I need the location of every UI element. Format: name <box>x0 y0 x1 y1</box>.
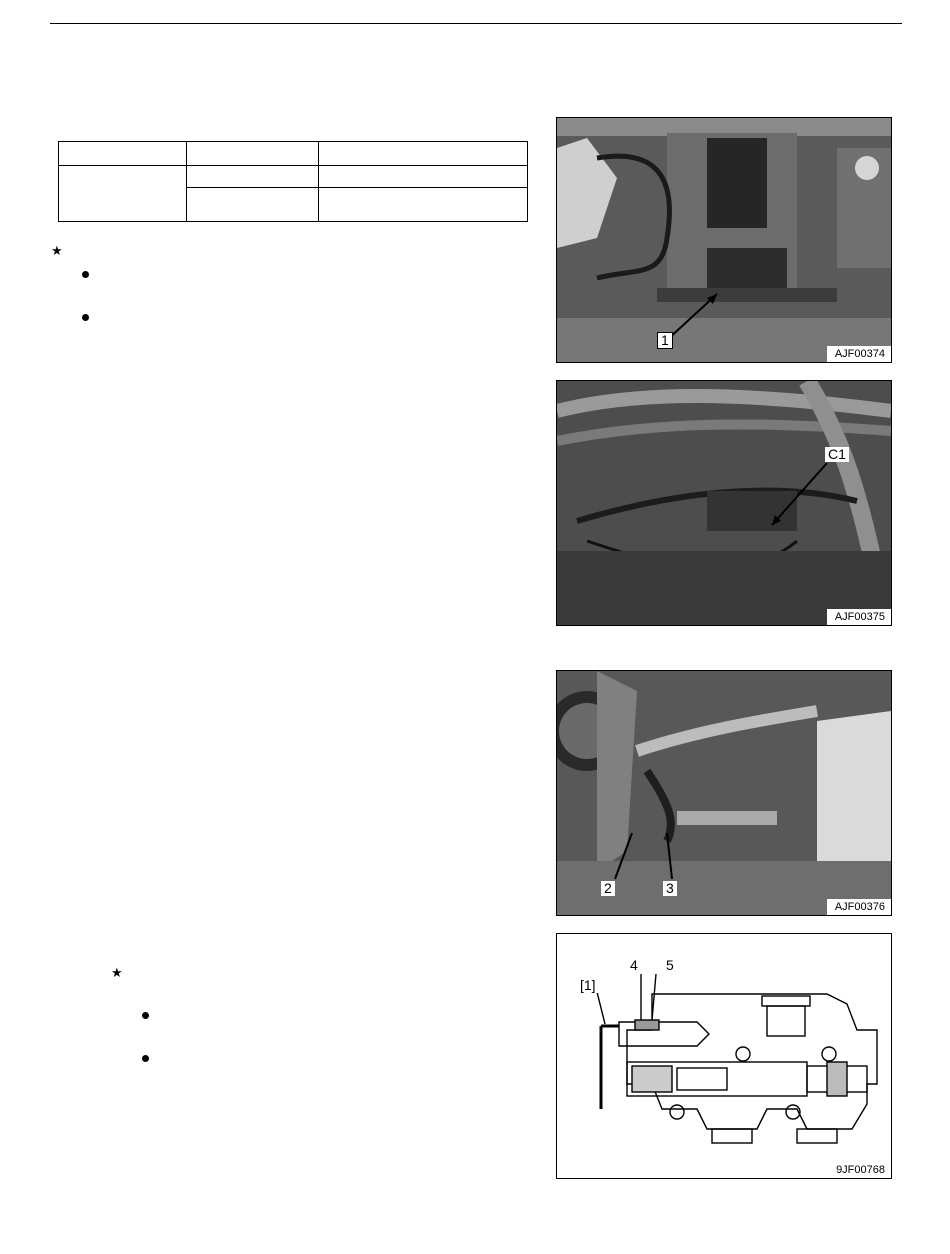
figure-photo-3 <box>556 670 892 916</box>
callout-label: [1] <box>577 978 599 993</box>
callout-label: 2 <box>601 881 615 896</box>
bullet-icon <box>82 271 89 278</box>
figure-code: AJF00375 <box>827 609 891 625</box>
bullet-icon <box>142 1012 149 1019</box>
callout-label: C1 <box>825 447 849 462</box>
table-cell <box>187 166 319 188</box>
table-cell <box>319 188 528 222</box>
bullet-icon <box>82 314 89 321</box>
figure-drawing-4 <box>556 933 892 1179</box>
callout-label: 3 <box>663 881 677 896</box>
spec-table <box>58 141 528 222</box>
figure-photo-2 <box>556 380 892 626</box>
star-icon: ★ <box>111 965 123 980</box>
header-rule <box>50 23 902 24</box>
table-cell <box>319 142 528 166</box>
table-cell <box>187 188 319 222</box>
callout-label: 5 <box>663 958 677 973</box>
figure-code: 9JF00768 <box>828 1162 891 1178</box>
table-cell <box>319 166 528 188</box>
callout-label: 4 <box>627 958 641 973</box>
table-cell <box>187 142 319 166</box>
figure-code: AJF00376 <box>827 899 891 915</box>
figure-photo-1 <box>556 117 892 363</box>
bullet-icon <box>142 1055 149 1062</box>
table-cell <box>59 166 187 222</box>
table-cell <box>59 142 187 166</box>
figure-code: AJF00374 <box>827 346 891 362</box>
star-icon: ★ <box>51 243 63 258</box>
callout-label: 1 <box>657 332 673 349</box>
